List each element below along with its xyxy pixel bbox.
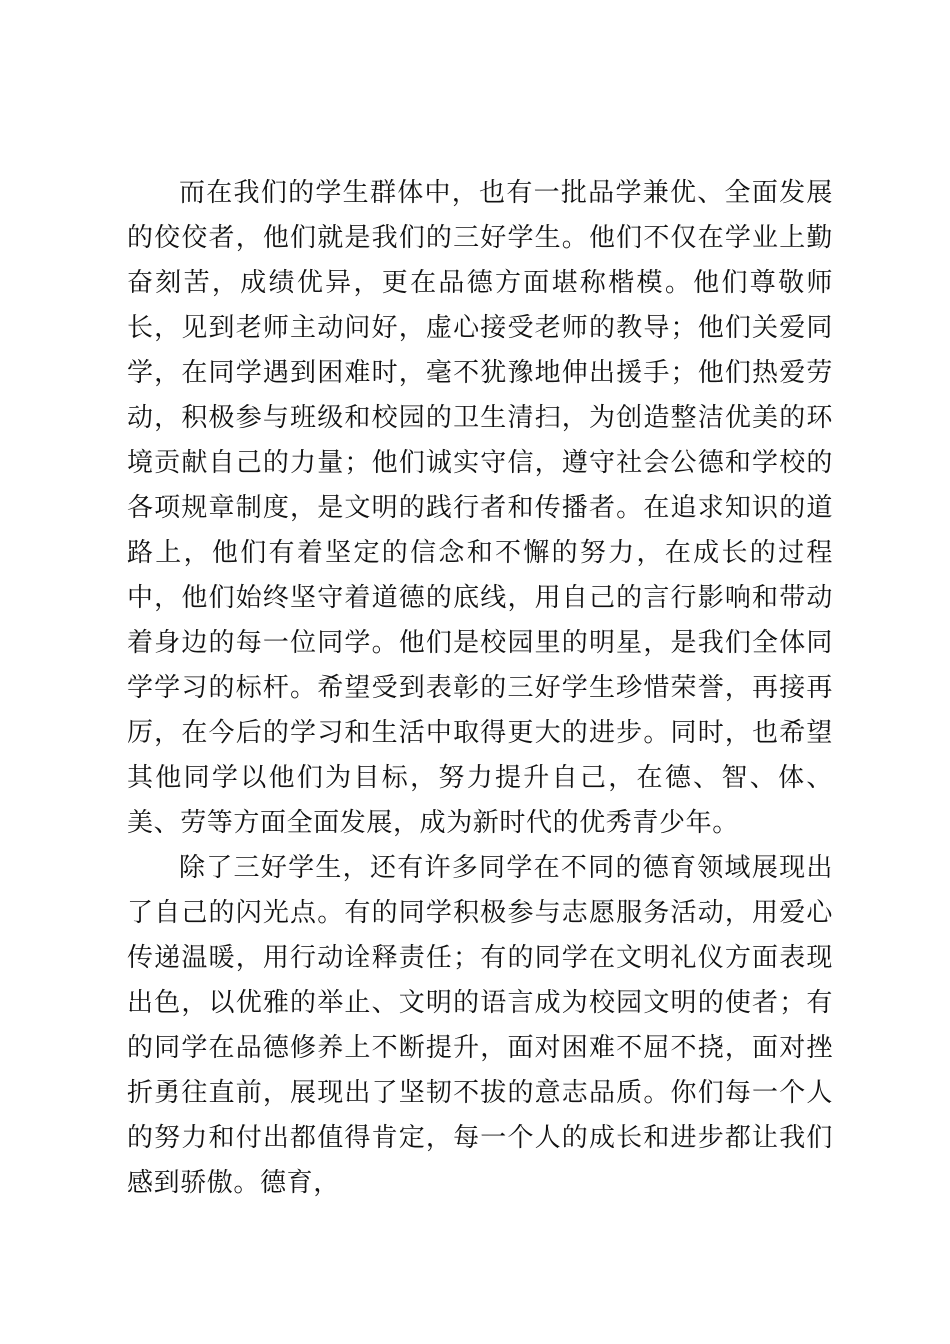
- document-body: [127, 171, 833, 1206]
- paragraph-2: 除了三好学生，还有许多同学在不同的德育领域展现出了自己的闪光点。有的同学积极参与志愿服务活动，用爱心传递温暖，用行动诠释责任；有的同学在文明礼仪方面表现出色，以优雅的举止、文明的语言成为校园文明的使者；有的同学在品德修养上不断提升，面对困难不屈不挠，面对挫折勇往直前，展现出了坚韧不拔的意志品质。你们每一个人的努力和付出都值得肯定，每一个人的成长和进步都让我们感到骄傲。德育，: [127, 853, 833, 1198]
- paragraph-1: 而在我们的学生群体中，也有一批品学兼优、全面发展的佼佼者，他们就是我们的三好学生。他们不仅在学业上勤奋刻苦，成绩优异，更在品德方面堪称楷模。他们尊敬师长，见到老师主动问好，虚心接受老师的教导；他们关爱同学，在同学遇到困难时，毫不犹豫地伸出援手；他们热爱劳动，积极参与班级和校园的卫生清扫，为创造整洁优美的环境贡献自己的力量；他们诚实守信，遵守社会公德和学校的各项规章制度，是文明的践行者和传播者。在追求知识的道路上，他们有着坚定的信念和不懈的努力，在成长的过程中，他们始终坚守着道德的底线，用自己的言行影响和带动着身边的每一位同学。他们是校园里的明星，是我们全体同学学习的标杆。希望受到表彰的三好学生珍惜荣誉，再接再厉，在今后的学习和生活中取得更大的进步。同时，也希望其他同学以他们为目标，努力提升自己，在德、智、体、美、劳等方面全面发展，成为新时代的优秀青少年。: [127, 178, 833, 838]
